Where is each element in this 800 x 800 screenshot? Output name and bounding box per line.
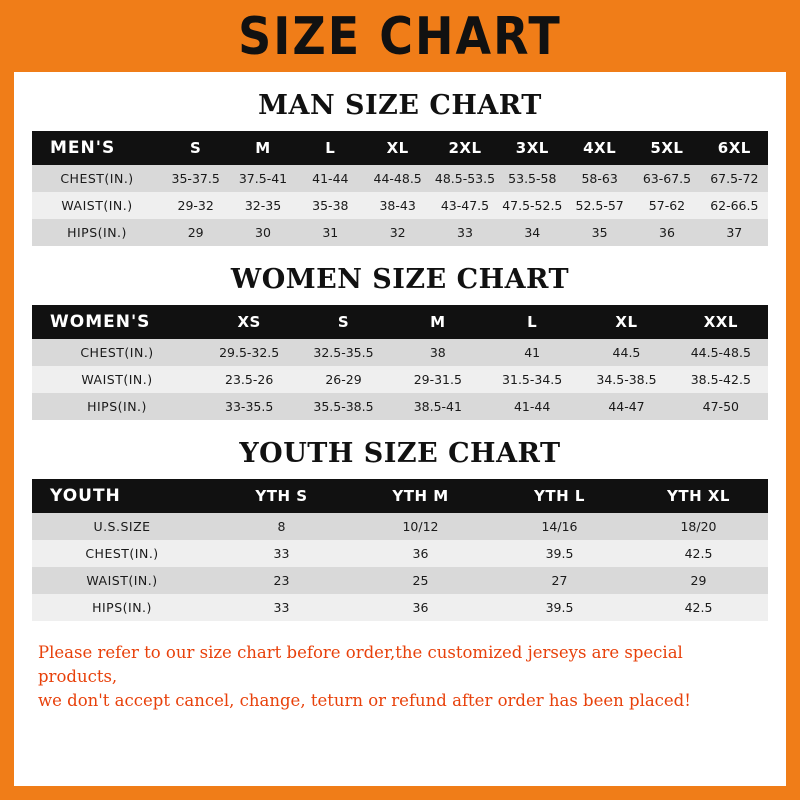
- men-hips-4xl: 35: [591, 225, 608, 240]
- women-hips-s: 35.5-38.5: [313, 399, 374, 414]
- footer-note: [32, 641, 768, 713]
- table-row: [32, 540, 768, 567]
- content-area: [14, 90, 786, 713]
- women-col-1: XS: [237, 313, 261, 331]
- men-row-label-chest: CHEST(IN.): [60, 171, 134, 186]
- youth-row-label-hips: HIPS(IN.): [92, 600, 152, 615]
- table-row: [32, 513, 768, 540]
- women-chest-xs: 29.5-32.5: [219, 345, 280, 360]
- men-col-9: 6XL: [717, 139, 751, 157]
- table-row: [32, 366, 768, 393]
- men-row-label-waist: WAIST(IN.): [61, 198, 133, 213]
- men-size-table: [32, 131, 768, 246]
- men-col-6: 3XL: [515, 139, 549, 157]
- men-hips-m: 30: [255, 225, 271, 240]
- youth-waist-s: 23: [273, 573, 290, 588]
- youth-hips-m: 36: [412, 600, 429, 615]
- women-waist-xxl: 38.5-42.5: [690, 372, 751, 387]
- women-col-5: XL: [615, 313, 638, 331]
- men-hips-s: 29: [187, 225, 204, 240]
- women-row-label-waist: WAIST(IN.): [81, 372, 153, 387]
- youth-hips-l: 39.5: [545, 600, 574, 615]
- women-chest-xl: 44.5: [612, 345, 641, 360]
- youth-header-row: [32, 479, 768, 513]
- men-hips-l: 31: [322, 225, 339, 240]
- youth-table-head: [32, 479, 768, 513]
- women-table-head: [32, 305, 768, 339]
- youth-waist-l: 27: [551, 573, 568, 588]
- men-waist-4xl: 52.5-57: [575, 198, 624, 213]
- women-hips-xxl: 47-50: [702, 399, 739, 414]
- men-chest-2xl: 48.5-53.5: [434, 171, 496, 186]
- men-chest-6xl: 67.5-72: [710, 171, 759, 186]
- women-hips-l: 41-44: [513, 399, 551, 414]
- youth-corner-label: YOUTH: [50, 486, 121, 506]
- youth-ussize-s: 8: [277, 519, 286, 534]
- youth-col-2: YTH M: [392, 487, 449, 505]
- women-col-2: S: [337, 313, 350, 331]
- header-band: [0, 0, 800, 72]
- men-chest-xl: 44-48.5: [373, 171, 422, 186]
- youth-waist-m: 25: [412, 573, 429, 588]
- table-row: [32, 165, 768, 192]
- footer-note-line-1: Please refer to our size chart before order,the customized jerseys are special products,: [38, 643, 683, 686]
- youth-hips-s: 33: [273, 600, 290, 615]
- men-hips-3xl: 34: [524, 225, 541, 240]
- page-title: SIZE CHART: [238, 5, 562, 67]
- women-hips-m: 38.5-41: [413, 399, 462, 414]
- youth-row-label-chest: CHEST(IN.): [85, 546, 159, 561]
- table-row: [32, 594, 768, 621]
- women-chest-s: 32.5-35.5: [313, 345, 374, 360]
- youth-waist-xl: 29: [690, 573, 707, 588]
- women-header-row: [32, 305, 768, 339]
- women-waist-xs: 23.5-26: [225, 372, 274, 387]
- men-col-8: 5XL: [650, 139, 684, 157]
- men-waist-5xl: 57-62: [648, 198, 686, 213]
- men-table-head: [32, 131, 768, 165]
- women-table-body: [32, 339, 768, 420]
- women-size-table: [32, 305, 768, 420]
- men-header-row: [32, 131, 768, 165]
- bottom-band: [0, 786, 800, 800]
- men-waist-3xl: 47.5-52.5: [502, 198, 563, 213]
- women-waist-m: 29-31.5: [413, 372, 462, 387]
- youth-col-4: YTH XL: [667, 487, 730, 505]
- women-col-3: M: [430, 313, 446, 331]
- men-chest-5xl: 63-67.5: [642, 171, 692, 186]
- table-row: [32, 393, 768, 420]
- youth-chest-xl: 42.5: [684, 546, 713, 561]
- men-corner-label: MEN'S: [50, 138, 116, 158]
- youth-ussize-l: 14/16: [541, 519, 578, 534]
- youth-table-body: [32, 513, 768, 621]
- men-chest-s: 35-37.5: [171, 171, 220, 186]
- men-col-7: 4XL: [583, 139, 617, 157]
- women-waist-xl: 34.5-38.5: [596, 372, 657, 387]
- men-waist-2xl: 43-47.5: [440, 198, 490, 213]
- men-col-1: S: [190, 139, 202, 157]
- women-corner-label: WOMEN'S: [50, 312, 151, 332]
- youth-row-label-ussize: U.S.SIZE: [93, 519, 151, 534]
- men-col-3: L: [325, 139, 336, 157]
- youth-chest-s: 33: [273, 546, 290, 561]
- youth-size-table: [32, 479, 768, 621]
- section-title-women: WOMEN SIZE CHART: [230, 264, 570, 295]
- section-title-youth: YOUTH SIZE CHART: [239, 438, 561, 469]
- women-hips-xl: 44-47: [608, 399, 645, 414]
- youth-chest-l: 39.5: [545, 546, 574, 561]
- youth-row-label-waist: WAIST(IN.): [86, 573, 158, 588]
- men-waist-m: 32-35: [244, 198, 282, 213]
- men-waist-xl: 38-43: [379, 198, 416, 213]
- women-waist-s: 26-29: [325, 372, 362, 387]
- men-hips-xl: 32: [389, 225, 406, 240]
- men-table-body: [32, 165, 768, 246]
- men-hips-6xl: 37: [726, 225, 743, 240]
- men-waist-l: 35-38: [312, 198, 349, 213]
- women-col-6: XXL: [703, 313, 738, 331]
- men-chest-l: 41-44: [312, 171, 349, 186]
- youth-col-1: YTH S: [255, 487, 308, 505]
- youth-hips-xl: 42.5: [684, 600, 713, 615]
- section-title-men: MAN SIZE CHART: [258, 90, 542, 121]
- women-hips-xs: 33-35.5: [225, 399, 274, 414]
- men-chest-3xl: 53.5-58: [508, 171, 557, 186]
- table-row: [32, 567, 768, 594]
- men-chest-m: 37.5-41: [238, 171, 288, 186]
- men-col-4: XL: [386, 139, 409, 157]
- women-chest-m: 38: [429, 345, 446, 360]
- youth-col-3: YTH L: [534, 487, 585, 505]
- footer-note-line-2: we don't accept cancel, change, teturn or refund after order has been placed!: [38, 690, 691, 710]
- men-hips-5xl: 36: [659, 225, 675, 240]
- women-col-4: L: [527, 313, 538, 331]
- table-row: [32, 219, 768, 246]
- women-chest-xxl: 44.5-48.5: [690, 345, 751, 360]
- youth-chest-m: 36: [412, 546, 429, 561]
- women-row-label-hips: HIPS(IN.): [87, 399, 147, 414]
- men-chest-4xl: 58-63: [581, 171, 618, 186]
- men-col-2: M: [255, 139, 271, 157]
- men-waist-s: 29-32: [177, 198, 214, 213]
- youth-ussize-xl: 18/20: [680, 519, 717, 534]
- women-chest-l: 41: [524, 345, 541, 360]
- men-col-5: 2XL: [448, 139, 482, 157]
- women-row-label-chest: CHEST(IN.): [80, 345, 154, 360]
- women-waist-l: 31.5-34.5: [502, 372, 563, 387]
- table-row: [32, 192, 768, 219]
- youth-ussize-m: 10/12: [402, 519, 439, 534]
- men-waist-6xl: 62-66.5: [710, 198, 759, 213]
- table-row: [32, 339, 768, 366]
- men-row-label-hips: HIPS(IN.): [67, 225, 127, 240]
- men-hips-2xl: 33: [457, 225, 473, 240]
